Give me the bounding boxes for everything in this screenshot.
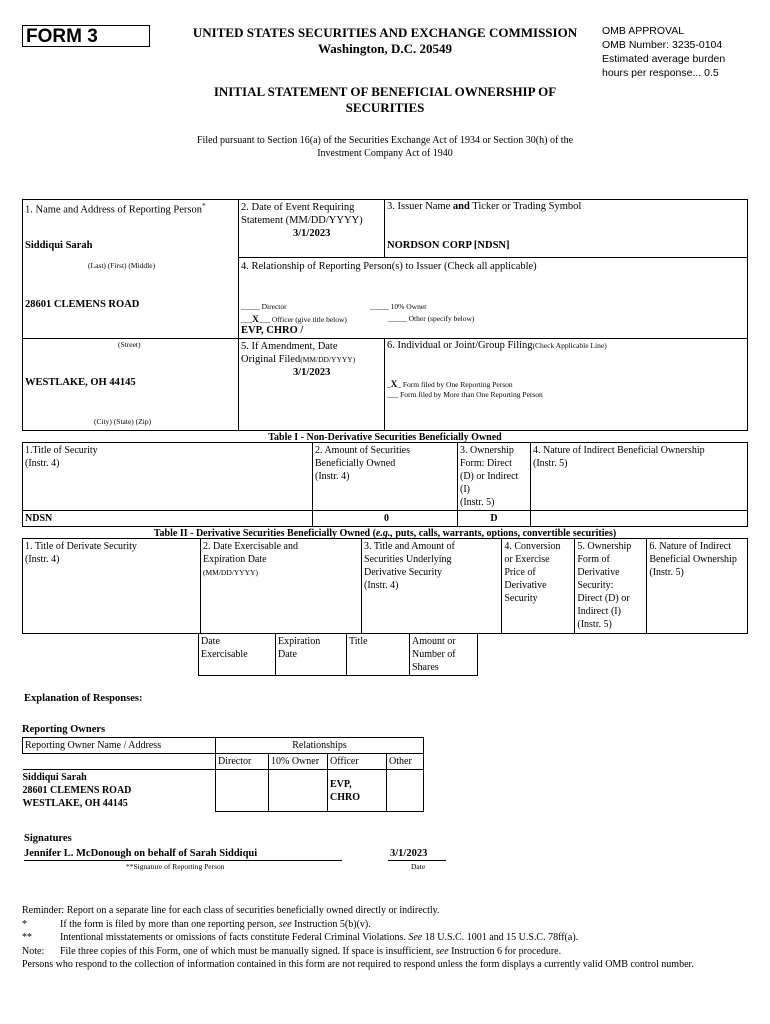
- reminder-line4: Note: File three copies of this Form, one of which must be manually signed. If space is insufficient, see Instruction 6 for procedure.: [22, 945, 562, 957]
- city-caption: (City) (State) (Zip): [94, 417, 152, 426]
- box2: [241, 201, 363, 240]
- owners-heading: Reporting Owners: [22, 724, 106, 735]
- ownership-form: D: [458, 511, 531, 527]
- ten-pct-line: _____ 10% Owner: [370, 302, 427, 311]
- agency-heading: [175, 25, 595, 57]
- owners-col-ten: 10% Owner: [269, 754, 328, 770]
- filed-line2: Investment Company Act of 1940: [317, 148, 453, 159]
- title-line1: INITIAL STATEMENT OF BENEFICIAL OWNERSHIP OF: [213, 84, 557, 99]
- reminder-line3: ** Intentional misstatements or omissions of facts constitute Federal Criminal Violations. See 18 U.S.C. 1001 and 15 U.S.C. 78ff(a).: [22, 932, 579, 943]
- box4-label: 4. Relationship of Reporting Person(s) to Issuer (Check all applicable): [241, 261, 537, 272]
- table2-col5: 5. Ownership Form of Derivative Security: Direct (D) or Indirect (I) (Instr. 5): [575, 539, 647, 634]
- filed-line1: Filed pursuant to Section 16(a) of the Securities Exchange Act of 1934 or Section 30(h) of the: [196, 135, 574, 146]
- officer-line: ___X___ Officer (give title below): [241, 314, 347, 324]
- table1-title: Table I - Non-Derivative Securities Beneficially Owned: [268, 432, 502, 443]
- table-row: [23, 511, 748, 527]
- table1-col1: 1.Title of Security (Instr. 4): [23, 443, 313, 511]
- issuer-name: NORDSON CORP [NDSN]: [387, 240, 510, 251]
- box2-label1: 2. Date of Event Requiring: [241, 202, 355, 213]
- other-line: _____ Other (specify below): [388, 314, 475, 323]
- explanation-label: Explanation of Responses:: [24, 693, 143, 704]
- reminder-line2: * If the form is filed by more than one reporting person, see Instruction 5(b)(v).: [22, 918, 371, 930]
- reporting-person-name: Siddiqui Sarah: [25, 240, 93, 251]
- omb-line2: OMB Number: 3235-0104: [602, 39, 723, 51]
- sub-amount: Amount or Number of Shares: [410, 634, 478, 676]
- filed-pursuant: [160, 134, 610, 160]
- omb-approval: [602, 24, 725, 80]
- owner-name-address: Siddiqui Sarah 28601 CLEMENS ROAD WESTLAKE, OH 44145: [23, 770, 216, 812]
- box3-label: 3. Issuer Name and Ticker or Trading Symbol: [387, 201, 582, 212]
- omb-line3: Estimated average burden: [602, 53, 726, 65]
- table2-subheader: [198, 633, 478, 676]
- signer-name: Jennifer L. McDonough on behalf of Sarah Siddiqui: [24, 848, 258, 859]
- reporting-boxes: [22, 199, 748, 431]
- owners-col-other: Other: [387, 754, 424, 770]
- box5-label1: 5. If Amendment, Date: [241, 341, 338, 352]
- signature-caption: **Signature of Reporting Person: [126, 862, 225, 871]
- amendment-date: 3/1/2023: [293, 367, 331, 378]
- reminder-line1: Reminder: Report on a separate line for each class of securities beneficially owned directly or indirectly.: [22, 905, 440, 916]
- table2-title: Table II - Derivative Securities Beneficially Owned (e.g., puts, calls, warrants, options, convertible securities): [153, 528, 617, 539]
- name-caption: (Last) (First) (Middle): [88, 261, 156, 270]
- omb-line4: hours per response... 0.5: [602, 67, 719, 79]
- table2-col2: 2. Date Exercisable and Expiration Date (MM/DD/YYYY): [201, 539, 362, 634]
- sub-title: Title: [347, 634, 410, 676]
- owner-other-cell: [387, 770, 424, 812]
- agency-line2: Washington, D.C. 20549: [318, 41, 452, 56]
- table1-col4: 4. Nature of Indirect Beneficial Ownership (Instr. 5): [531, 443, 748, 511]
- owners-col-name: Reporting Owner Name / Address: [23, 738, 216, 754]
- reporting-city: WESTLAKE, OH 44145: [25, 377, 136, 388]
- table1-col3: 3. Ownership Form: Direct (D) or Indirect (I) (Instr. 5): [458, 443, 531, 511]
- form-title: [190, 84, 580, 116]
- box5: [241, 340, 355, 379]
- table-row: [23, 770, 424, 812]
- reminder-notes: [22, 904, 752, 972]
- owners-col-relationships: Relationships: [216, 738, 424, 754]
- box2-label2: Statement (MM/DD/YYYY): [241, 215, 363, 226]
- reminder-line5: Persons who respond to the collection of information contained in this form are not required to respond unless the form displays a currently valid OMB control number.: [22, 959, 694, 970]
- owners-table: [22, 737, 424, 812]
- security-amount: 0: [313, 511, 458, 527]
- owner-ten-cell: [269, 770, 328, 812]
- street-caption: (Street): [118, 340, 141, 349]
- filing-option1: _X_ Form filed by One Reporting Person: [387, 379, 513, 389]
- box5-label2: Original Filed(MM/DD/YYYY): [241, 354, 356, 365]
- officer-title: EVP, CHRO /: [241, 325, 304, 336]
- security-title: NDSN: [23, 511, 313, 527]
- title-line2: SECURITIES: [345, 100, 425, 115]
- signatures-heading: Signatures: [24, 833, 72, 844]
- filing-option2: ___ Form filed by More than One Reporting Person: [387, 390, 543, 399]
- form-label: FORM 3: [22, 25, 150, 47]
- reporting-street: 28601 CLEMENS ROAD: [25, 299, 140, 310]
- table2-col4: 4. Conversion or Exercise Price of Derivative Security: [502, 539, 575, 634]
- owner-officer-cell: EVP, CHRO: [328, 770, 387, 812]
- table1: [22, 442, 748, 527]
- sub-date-exercisable: Date Exercisable: [199, 634, 276, 676]
- box6-label: 6. Individual or Joint/Group Filing(Check Applicable Line): [387, 340, 607, 351]
- date-caption: Date: [411, 862, 426, 871]
- table2-col6: 6. Nature of Indirect Beneficial Ownership (Instr. 5): [647, 539, 748, 634]
- owner-director-cell: [216, 770, 269, 812]
- table2-col1: 1. Title of Derivate Security (Instr. 4): [23, 539, 201, 634]
- director-line: _____ Director: [241, 302, 287, 311]
- table1-col2: 2. Amount of Securities Beneficially Owned (Instr. 4): [313, 443, 458, 511]
- table2-col3: 3. Title and Amount of Securities Underlying Derivative Security (Instr. 4): [362, 539, 502, 634]
- owners-col-director: Director: [216, 754, 269, 770]
- signature-date: 3/1/2023: [390, 848, 428, 859]
- table2: [22, 538, 748, 634]
- owners-col-officer: Officer: [328, 754, 387, 770]
- nature-indirect: [531, 511, 748, 527]
- event-date: 3/1/2023: [293, 228, 331, 239]
- omb-line1: OMB APPROVAL: [602, 25, 685, 37]
- sub-expiration: Expiration Date: [276, 634, 347, 676]
- agency-line1: UNITED STATES SECURITIES AND EXCHANGE COMMISSION: [192, 25, 578, 40]
- box1-label: 1. Name and Address of Reporting Person*: [25, 201, 206, 216]
